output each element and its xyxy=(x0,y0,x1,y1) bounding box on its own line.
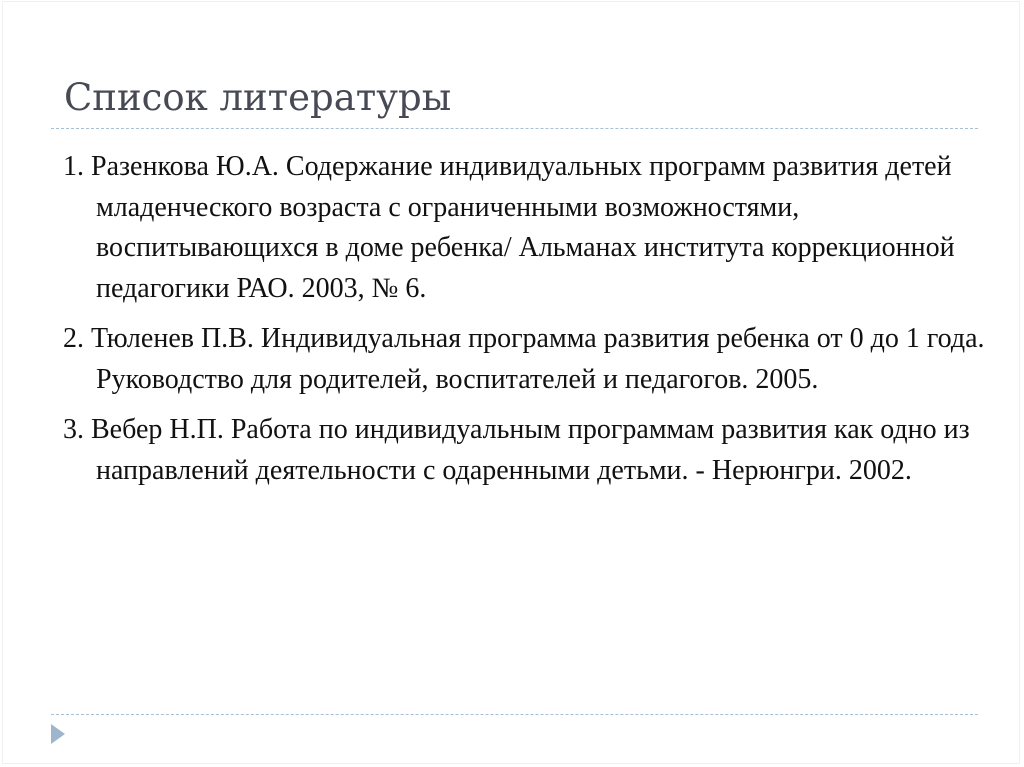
reference-text: Тюленев П.В. Индивидуальная программа развития ребенка от 0 до 1 года. Руководство для родителей, воспитателей и педагогов. 2005. xyxy=(91,323,985,395)
reference-text: Разенкова Ю.А. Содержание индивидуальных программ развития детей младенческого возраста с ограниченными возможностями, воспитывающихся в доме ребенка/ Альманах института коррекционной педагогики РАО. 2003, № 6. xyxy=(91,151,955,304)
reference-text: Вебер Н.П. Работа по индивидуальным программам развития как одно из направлений деятельности с одаренными детьми. - Нерюнгри. 2002. xyxy=(91,414,970,486)
reference-item-2 xyxy=(63,319,993,400)
reference-list xyxy=(63,147,993,501)
triangle-right-icon xyxy=(51,724,65,744)
presentation-slide xyxy=(2,1,1020,764)
reference-number: 2. xyxy=(63,323,84,354)
slide-title: Список литературы xyxy=(64,76,452,119)
reference-item-1 xyxy=(63,147,993,309)
reference-number: 1. xyxy=(63,151,84,182)
footer-divider xyxy=(51,714,978,715)
reference-number: 3. xyxy=(63,414,84,445)
title-divider xyxy=(51,128,978,129)
reference-item-3 xyxy=(63,410,993,491)
